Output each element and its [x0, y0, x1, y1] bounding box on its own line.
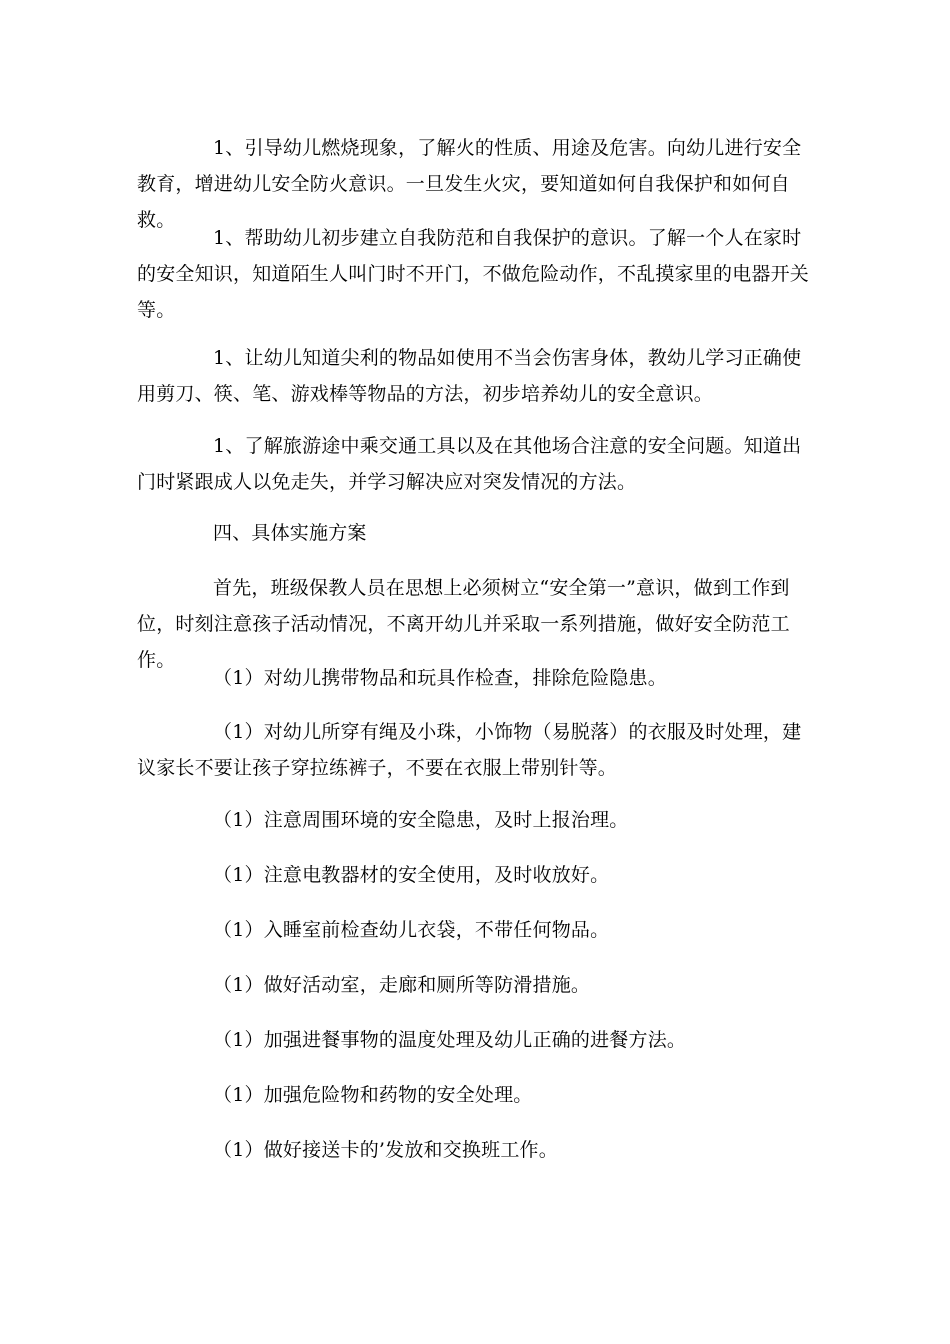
- list-item-meals: （1）加强进餐事物的温度处理及幼儿正确的进餐方法。: [213, 1029, 687, 1051]
- paragraph-travel-safety: 1、了解旅游途中乘交通工具以及在其他场合注意的安全问题。知道出门时紧跟成人以免走失，并学习解决应对突发情况的方法。: [137, 435, 802, 493]
- list-item-anti-slip: （1）做好活动室，走廊和厕所等防滑措施。: [213, 974, 591, 996]
- list-item-environment: （1）注意周围环境的安全隐患，及时上报治理。: [213, 809, 629, 831]
- paragraph-sharp-objects: 1、让幼儿知道尖利的物品如使用不当会伤害身体，教幼儿学习正确使用剪刀、筷、笔、游戏棒等物品的方法，初步培养幼儿的安全意识。: [137, 347, 802, 405]
- paragraph-fire-safety: 1、引导幼儿燃烧现象，了解火的性质、用途及危害。向幼儿进行安全教育，增进幼儿安全防火意识。一旦发生火灾，要知道如何自我保护和如何自救。: [137, 137, 802, 231]
- paragraph-safety-first: 首先，班级保教人员在思想上必须树立“安全第一”意识，做到工作到位，时刻注意孩子活动情况，不离开幼儿并采取一系列措施，做好安全防范工作。: [137, 577, 790, 671]
- section-heading-implementation: 四、具体实施方案: [213, 522, 367, 544]
- list-item-sleep-room: （1）入睡室前检查幼儿衣袋，不带任何物品。: [213, 919, 610, 941]
- list-item-check-items: （1）对幼儿携带物品和玩具作检查，排除危险隐患。: [213, 667, 667, 689]
- list-item-equipment: （1）注意电教器材的安全使用，及时收放好。: [213, 864, 610, 886]
- paragraph-self-protection: 1、帮助幼儿初步建立自我防范和自我保护的意识。了解一个人在家时的安全知识，知道陌生人叫门时不开门，不做危险动作，不乱摸家里的电器开关等。: [137, 227, 810, 321]
- list-item-clothing: （1）对幼儿所穿有绳及小珠，小饰物（易脱落）的衣服及时处理，建议家长不要让孩子穿拉练裤子，不要在衣服上带别针等。: [137, 721, 802, 779]
- list-item-medicine: （1）加强危险物和药物的安全处理。: [213, 1084, 533, 1106]
- list-item-pickup-cards: （1）做好接送卡的’发放和交换班工作。: [213, 1139, 558, 1161]
